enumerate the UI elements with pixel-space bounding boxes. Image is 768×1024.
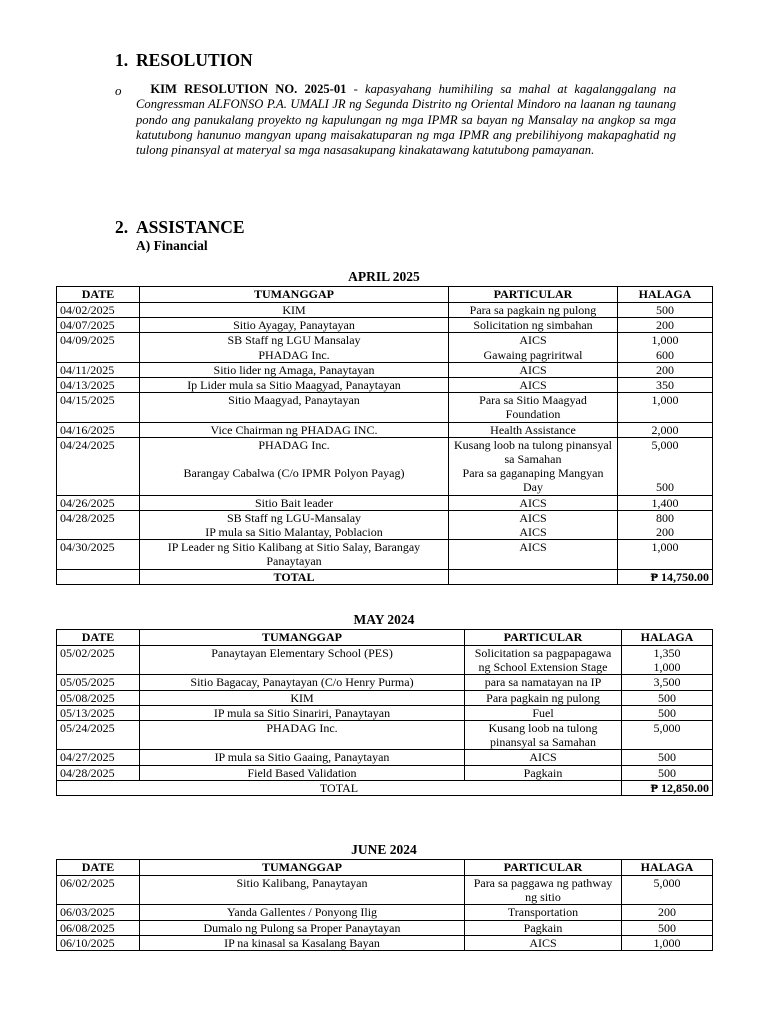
col-header-amount: HALAGA [618, 287, 713, 303]
recipient-cell: Sitio Maagyad, Panaytayan [140, 393, 449, 422]
total-label: TOTAL [57, 780, 622, 795]
amount-cell: 1,000 [618, 540, 713, 569]
particular-cell: Transportation [465, 905, 622, 920]
date-cell: 04/26/2025 [57, 495, 140, 510]
recipient-cell: SB Staff ng LGU-Mansalay IP mula sa Sitio Malantay, Poblacion [140, 510, 449, 539]
amount-cell: 200 [618, 362, 713, 377]
particular-cell: Para sa Sitio Maagyad Foundation [449, 393, 618, 422]
total-amount: ₱ 14,750.00 [618, 569, 713, 584]
total-label: TOTAL [140, 569, 449, 584]
date-cell: 05/08/2025 [57, 690, 140, 705]
table-row [57, 510, 713, 539]
col-header-date: DATE [57, 630, 140, 646]
col-header-amount: HALAGA [622, 630, 713, 646]
table-row [57, 905, 713, 920]
table-row [57, 540, 713, 569]
date-cell: 04/11/2025 [57, 362, 140, 377]
table-row [57, 690, 713, 705]
table-row [57, 646, 713, 675]
recipient-cell: Vice Chairman ng PHADAG INC. [140, 422, 449, 437]
amount-cell: 500 [622, 920, 713, 935]
table-may [56, 629, 713, 796]
recipient-cell: Sitio Bagacay, Panaytayan (C/o Henry Purma) [140, 675, 465, 690]
table-caption-june: JUNE 2024 [351, 842, 417, 857]
amount-cell: 200 [622, 905, 713, 920]
particular-cell: AICS [449, 540, 618, 569]
amount-cell: 1,000 [618, 393, 713, 422]
particular-cell: Fuel [465, 705, 622, 720]
table-row [57, 378, 713, 393]
amount-cell: 800 200 [618, 510, 713, 539]
table-row [57, 675, 713, 690]
amount-cell: 5,000 500 [618, 437, 713, 495]
table-row [57, 750, 713, 765]
date-cell: 04/16/2025 [57, 422, 140, 437]
section-heading-assistance [115, 217, 245, 238]
particular-cell: Pagkain [465, 765, 622, 780]
amount-cell: 500 [618, 303, 713, 318]
amount-cell: 1,350 1,000 [622, 646, 713, 675]
particular-cell: AICS [449, 378, 618, 393]
section-number: 2. [115, 217, 129, 237]
particular-cell: AICS [449, 495, 618, 510]
table-body [57, 646, 713, 781]
particular-cell: Solicitation sa pagpapagawa ng School Extension Stage [465, 646, 622, 675]
table-row [57, 705, 713, 720]
section-title: RESOLUTION [136, 50, 253, 70]
table-row [57, 362, 713, 377]
table-row [57, 318, 713, 333]
date-cell: 04/13/2025 [57, 378, 140, 393]
amount-cell: 1,000 600 [618, 333, 713, 362]
table-header-row [57, 630, 713, 646]
particular-cell: Kusang loob na tulong pinansyal sa Samahan Para sa gaganaping Mangyan Day [449, 437, 618, 495]
table-row [57, 721, 713, 750]
date-cell: 06/03/2025 [57, 905, 140, 920]
table-row [57, 765, 713, 780]
date-cell: 04/02/2025 [57, 303, 140, 318]
col-header-date: DATE [57, 860, 140, 876]
table-header-row [57, 860, 713, 876]
date-cell: 04/24/2025 [57, 437, 140, 495]
date-cell: 05/24/2025 [57, 721, 140, 750]
table-body [57, 303, 713, 570]
table-row [57, 920, 713, 935]
table-row [57, 437, 713, 495]
recipient-cell: SB Staff ng LGU Mansalay PHADAG Inc. [140, 333, 449, 362]
particular-cell: AICS [465, 935, 622, 950]
particular-cell: para sa namatayan na IP [465, 675, 622, 690]
recipient-cell: IP na kinasal sa Kasalang Bayan [140, 935, 465, 950]
recipient-cell: IP mula sa Sitio Gaaing, Panaytayan [140, 750, 465, 765]
particular-cell: AICS Gawaing pagriritwal [449, 333, 618, 362]
resolution-paragraph [136, 82, 676, 158]
section-number: 1. [115, 50, 129, 70]
table-row [57, 495, 713, 510]
col-header-amount: HALAGA [622, 860, 713, 876]
date-cell: 04/27/2025 [57, 750, 140, 765]
date-cell: 04/15/2025 [57, 393, 140, 422]
recipient-cell: Yanda Gallentes / Ponyong Ilig [140, 905, 465, 920]
amount-cell: 5,000 [622, 876, 713, 905]
date-cell: 06/02/2025 [57, 876, 140, 905]
recipient-cell: Sitio Ayagay, Panaytayan [140, 318, 449, 333]
recipient-cell: IP Leader ng Sitio Kalibang at Sitio Salay, Barangay Panaytayan [140, 540, 449, 569]
recipient-cell: Field Based Validation [140, 765, 465, 780]
particular-cell: Kusang loob na tulong pinansyal sa Samahan [465, 721, 622, 750]
date-cell: 05/02/2025 [57, 646, 140, 675]
particular-cell: Pagkain [465, 920, 622, 935]
bullet-marker: o [115, 83, 122, 98]
amount-cell: 500 [622, 690, 713, 705]
recipient-cell: KIM [140, 303, 449, 318]
resolution-text: - kapasyahang humihiling sa mahal at kagalanggalang na Congressman ALFONSO P.A. UMALI JR ng Segunda Distrito ng Oriental Mindoro na laanan ng taunang pondo ang panukalang proyekto ng kapulungan ng mga IPMR sa bayan ng Mansalay na angkop sa mga katutubong hanunuo mangyan upang maisakatuparan ng mga IPMR ang prebilihiyong makapaghatid ng tulong pinansyal at materyal sa mga nasasakupang kinakatawang katutubong pamayanan. [136, 82, 677, 158]
amount-cell: 200 [618, 318, 713, 333]
particular-cell: Solicitation ng simbahan [449, 318, 618, 333]
amount-cell: 350 [618, 378, 713, 393]
amount-cell: 1,400 [618, 495, 713, 510]
total-row [57, 569, 713, 584]
col-header-particular: PARTICULAR [465, 860, 622, 876]
date-cell: 04/28/2025 [57, 510, 140, 539]
particular-cell: Para pagkain ng pulong [465, 690, 622, 705]
particular-cell: AICS AICS [449, 510, 618, 539]
col-header-recipient: TUMANGGAP [140, 287, 449, 303]
recipient-cell: Dumalo ng Pulong sa Proper Panaytayan [140, 920, 465, 935]
col-header-particular: PARTICULAR [465, 630, 622, 646]
table-row [57, 303, 713, 318]
particular-cell: AICS [465, 750, 622, 765]
table-row [57, 333, 713, 362]
col-header-particular: PARTICULAR [449, 287, 618, 303]
resolution-code: KIM RESOLUTION NO. 2025-01 [150, 82, 347, 96]
date-cell: 04/28/2025 [57, 765, 140, 780]
amount-cell: 500 [622, 750, 713, 765]
table-row [57, 393, 713, 422]
date-cell: 06/10/2025 [57, 935, 140, 950]
table-june [56, 859, 713, 951]
recipient-cell: KIM [140, 690, 465, 705]
recipient-cell: Sitio Kalibang, Panaytayan [140, 876, 465, 905]
col-header-recipient: TUMANGGAP [140, 630, 465, 646]
date-cell: 04/07/2025 [57, 318, 140, 333]
table-april [56, 286, 713, 585]
table-row [57, 422, 713, 437]
date-cell: 05/05/2025 [57, 675, 140, 690]
col-header-recipient: TUMANGGAP [140, 860, 465, 876]
section-title: ASSISTANCE [136, 217, 245, 237]
recipient-cell: Sitio lider ng Amaga, Panaytayan [140, 362, 449, 377]
table-caption-may: MAY 2024 [353, 612, 415, 627]
recipient-cell: PHADAG Inc. [140, 721, 465, 750]
recipient-cell: Sitio Bait leader [140, 495, 449, 510]
date-cell: 05/13/2025 [57, 705, 140, 720]
particular-cell: Para sa paggawa ng pathway ng sitio [465, 876, 622, 905]
amount-cell: 3,500 [622, 675, 713, 690]
particular-cell: Health Assistance [449, 422, 618, 437]
particular-cell: Para sa pagkain ng pulong [449, 303, 618, 318]
col-header-date: DATE [57, 287, 140, 303]
section-heading-resolution [115, 50, 253, 71]
date-cell: 04/09/2025 [57, 333, 140, 362]
amount-cell: 2,000 [618, 422, 713, 437]
table-caption-april: APRIL 2025 [348, 269, 420, 284]
table-body [57, 876, 713, 951]
particular-cell: AICS [449, 362, 618, 377]
total-row [57, 780, 713, 795]
recipient-cell: Ip Lider mula sa Sitio Maagyad, Panaytayan [140, 378, 449, 393]
amount-cell: 1,000 [622, 935, 713, 950]
amount-cell: 500 [622, 765, 713, 780]
date-cell: 04/30/2025 [57, 540, 140, 569]
recipient-cell: PHADAG Inc. Barangay Cabalwa (C/o IPMR Polyon Payag) [140, 437, 449, 495]
amount-cell: 5,000 [622, 721, 713, 750]
table-header-row [57, 287, 713, 303]
date-cell: 06/08/2025 [57, 920, 140, 935]
total-amount: ₱ 12,850.00 [622, 780, 713, 795]
recipient-cell: IP mula sa Sitio Sinariri, Panaytayan [140, 705, 465, 720]
amount-cell: 500 [622, 705, 713, 720]
table-row [57, 876, 713, 905]
recipient-cell: Panaytayan Elementary School (PES) [140, 646, 465, 675]
table-row [57, 935, 713, 950]
subsection-title: A) Financial [136, 238, 208, 253]
